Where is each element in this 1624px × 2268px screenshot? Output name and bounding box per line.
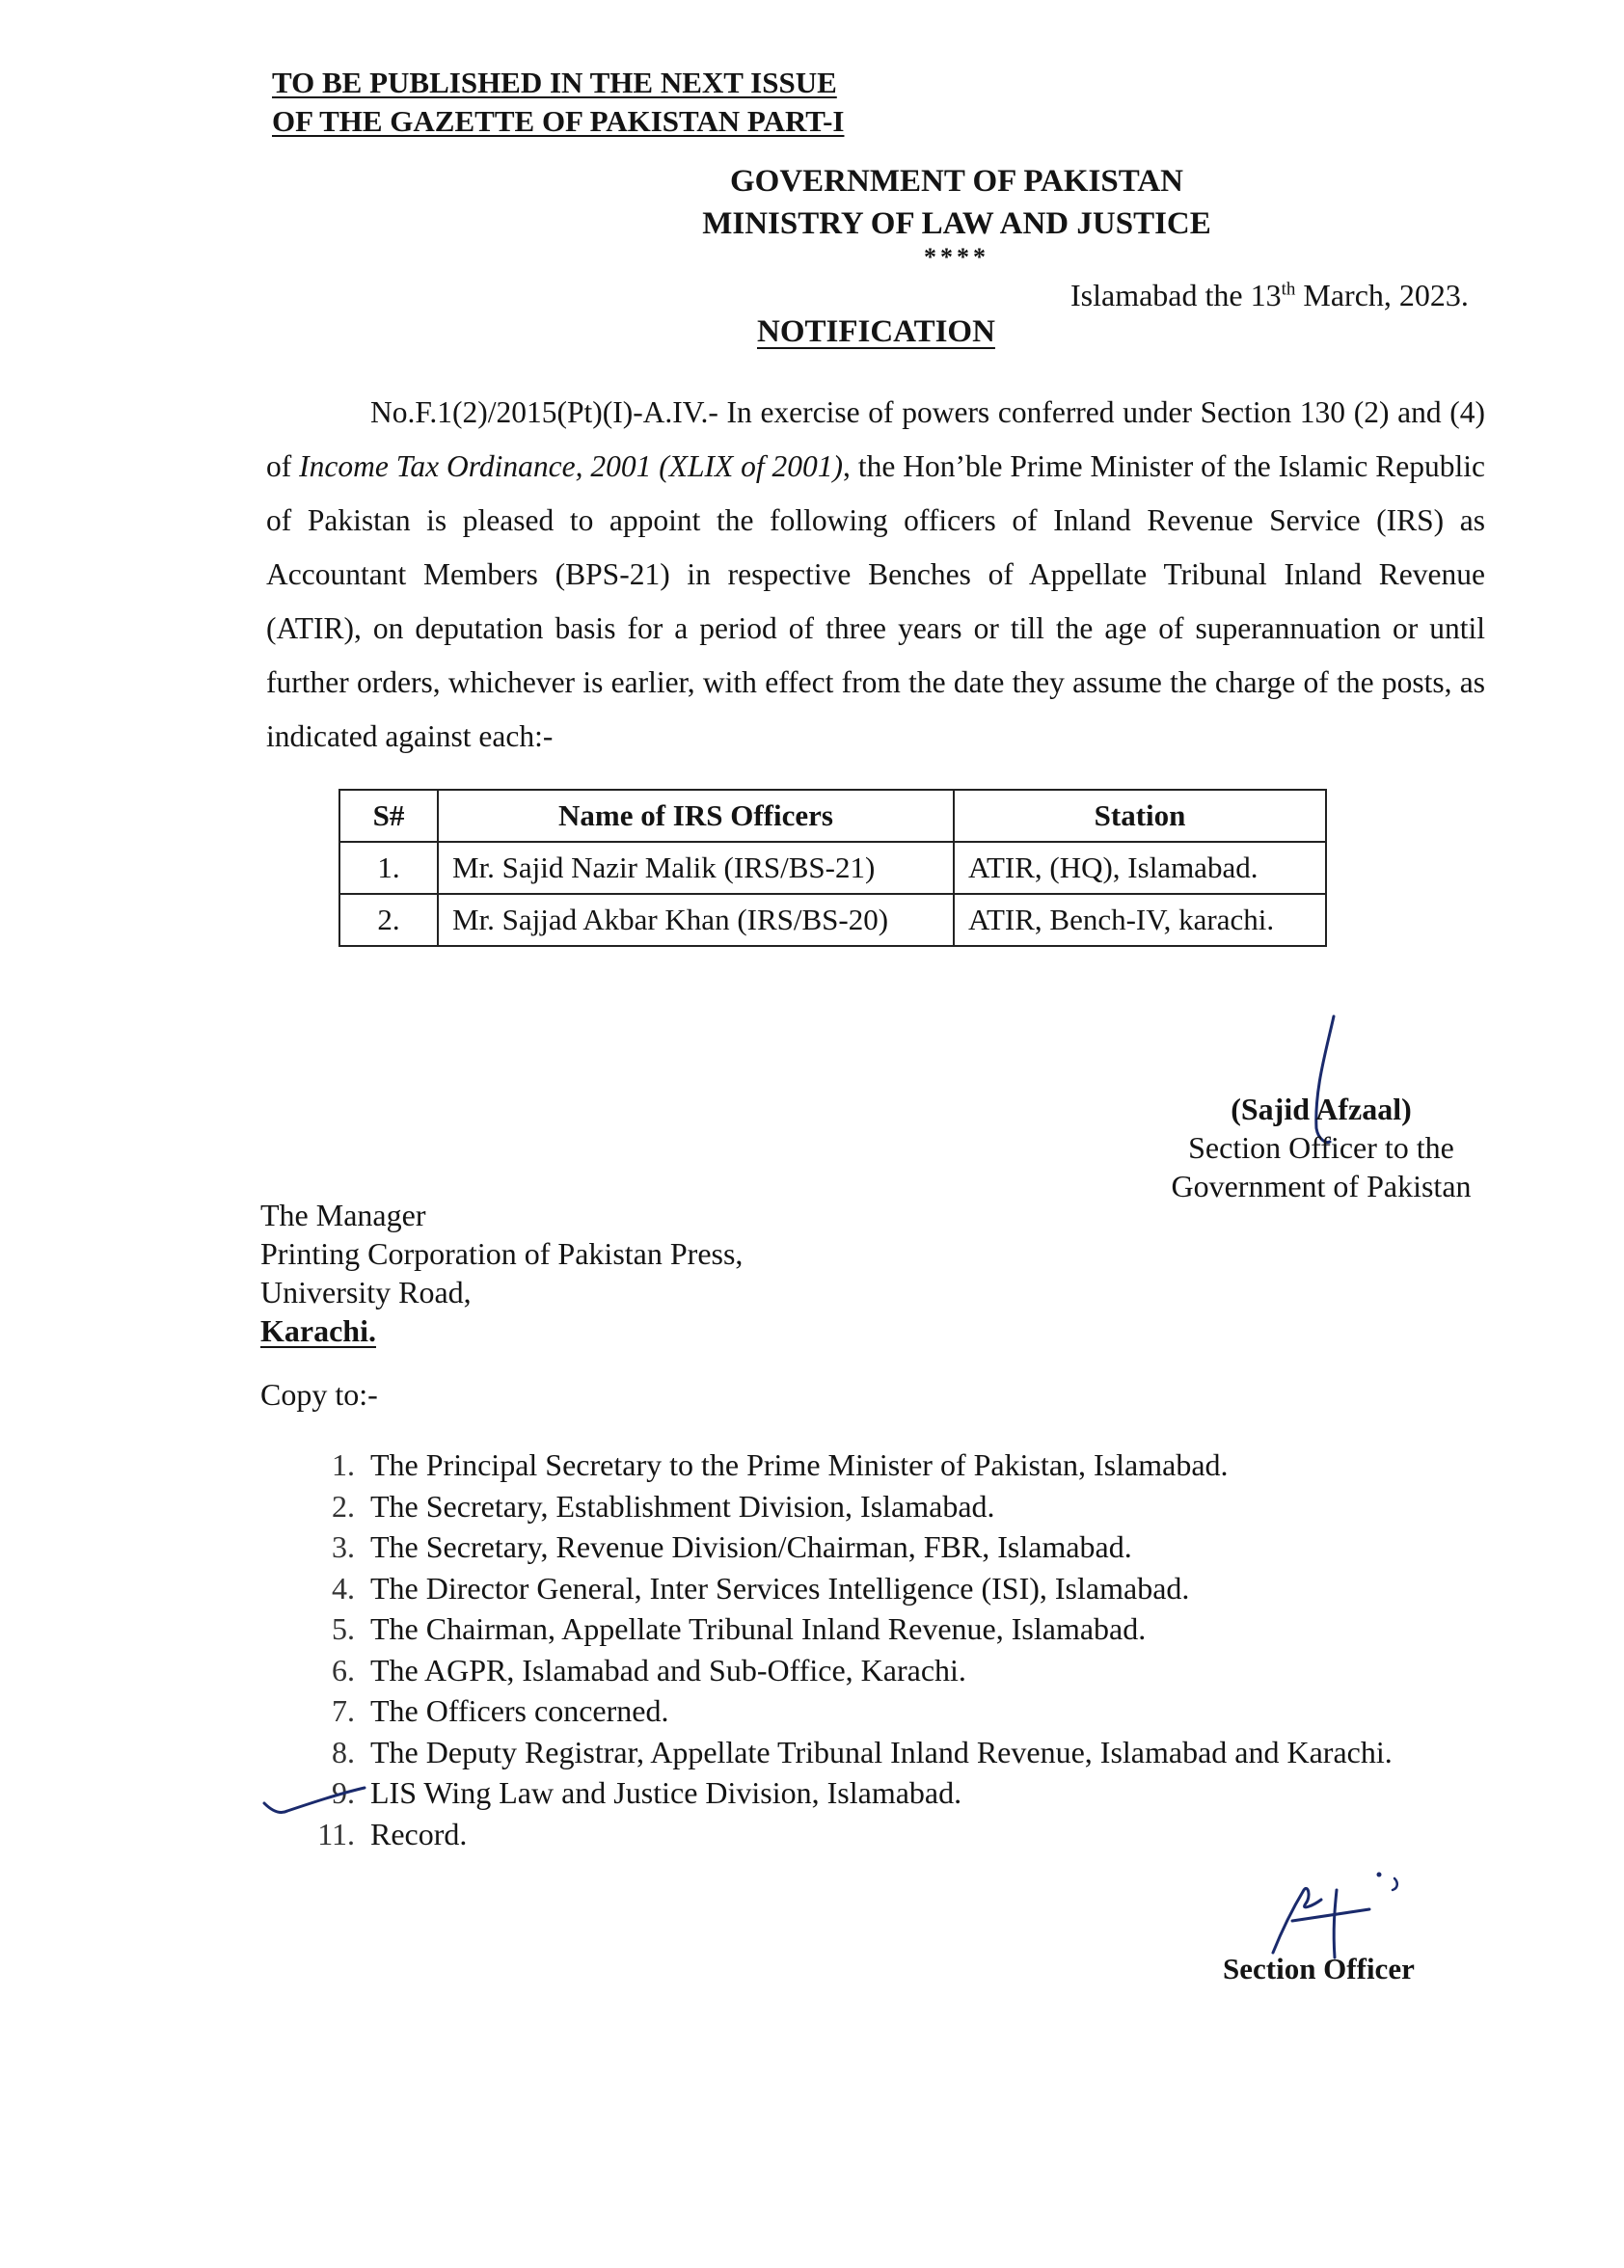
table-row: [339, 894, 1326, 946]
officers-table: [338, 789, 1327, 947]
signatory-title-1: Section Officer to the: [1188, 1130, 1454, 1165]
table-header-row: [339, 790, 1326, 842]
government-title: GOVERNMENT OF PAKISTAN: [730, 164, 1183, 199]
row-sn: 2.: [339, 894, 438, 946]
date-prefix: Islamabad the 13: [1070, 278, 1282, 312]
act-name: Income Tax Ordinance, 2001 (XLIX of 2001): [299, 449, 844, 483]
table-row: [339, 842, 1326, 894]
notification-date: [1070, 278, 1469, 313]
row-officer-name: Mr. Sajjad Akbar Khan (IRS/BS-20): [438, 894, 954, 946]
signatory-block: [1128, 1090, 1514, 1205]
addressee-city: Karachi.: [260, 1313, 376, 1348]
row-station: ATIR, Bench-IV, karachi.: [954, 894, 1326, 946]
check-tick-icon: [262, 1782, 368, 1821]
list-item: 11. Record.: [317, 1816, 468, 1851]
signatory-name: (Sajid Afzaal): [1231, 1092, 1412, 1126]
list-item: 4. The Director General, Inter Services Intelligence (ISI), Islamabad.: [332, 1570, 1190, 1606]
header-sn: S#: [339, 790, 438, 842]
row-station: ATIR, (HQ), Islamabad.: [954, 842, 1326, 894]
row-officer-name: Mr. Sajid Nazir Malik (IRS/BS-21): [438, 842, 954, 894]
gazette-line-1: TO BE PUBLISHED IN THE NEXT ISSUE: [272, 66, 837, 99]
notification-ref: No.F.1(2)/2015(Pt)(I)-A.IV.- In exercise of powers conferred under Section 130 (2) and (4) of: [266, 395, 1485, 483]
government-heading: [0, 160, 1624, 270]
gazette-notice: [272, 64, 844, 141]
row-sn: 1.: [339, 842, 438, 894]
addressee-line-2: Printing Corporation of Pakistan Press,: [260, 1236, 744, 1271]
list-item: 3. The Secretary, Revenue Division/Chairman, FBR, Islamabad.: [332, 1529, 1132, 1564]
list-item: 8. The Deputy Registrar, Appellate Tribunal Inland Revenue, Islamabad and Karachi.: [332, 1734, 1393, 1769]
signatory-title-2: Government of Pakistan: [1171, 1169, 1472, 1203]
ministry-title: MINISTRY OF LAW AND JUSTICE: [702, 206, 1211, 241]
addressee-block: [260, 1196, 743, 1350]
list-item: 1. The Principal Secretary to the Prime Minister of Pakistan, Islamabad.: [332, 1447, 1229, 1482]
section-officer-label: Section Officer: [1223, 1952, 1415, 1985]
list-item: 6. The AGPR, Islamabad and Sub-Office, Karachi.: [332, 1652, 966, 1688]
date-suffix: th: [1281, 279, 1296, 300]
heading-stars: ****: [924, 243, 989, 271]
notification-body: [266, 386, 1485, 764]
addressee-line-1: The Manager: [260, 1198, 426, 1232]
date-rest: March, 2023.: [1295, 278, 1469, 312]
list-item: 5. The Chairman, Appellate Tribunal Inland Revenue, Islamabad.: [332, 1611, 1147, 1646]
list-item: 2. The Secretary, Establishment Division, Islamabad.: [332, 1488, 995, 1524]
list-item: 7. The Officers concerned.: [332, 1693, 669, 1728]
header-station: Station: [954, 790, 1326, 842]
notification-title: NOTIFICATION: [757, 314, 995, 349]
copy-to-label: Copy to:-: [260, 1377, 378, 1412]
notification-text: , the Hon’ble Prime Minister of the Islamic Republic of Pakistan is pleased to appoint the following officers of Inland Revenue Service (IRS) as Accountant Members (BPS-21) in respective Benches of Appellate Tribunal Inland Revenue (ATIR), on deputation basis for a period of three years or till the age of superannuation or until further orders, whichever is earlier, with effect from the date they assume the charge of the posts, as indicated against each:-: [266, 449, 1486, 753]
copy-to-list: [307, 1444, 1393, 1854]
header-name: Name of IRS Officers: [438, 790, 954, 842]
gazette-line-2: OF THE GAZETTE OF PAKISTAN PART-I: [272, 104, 845, 138]
list-item: 9. LIS Wing Law and Justice Division, Islamabad.: [332, 1775, 962, 1810]
addressee-line-3: University Road,: [260, 1275, 472, 1310]
